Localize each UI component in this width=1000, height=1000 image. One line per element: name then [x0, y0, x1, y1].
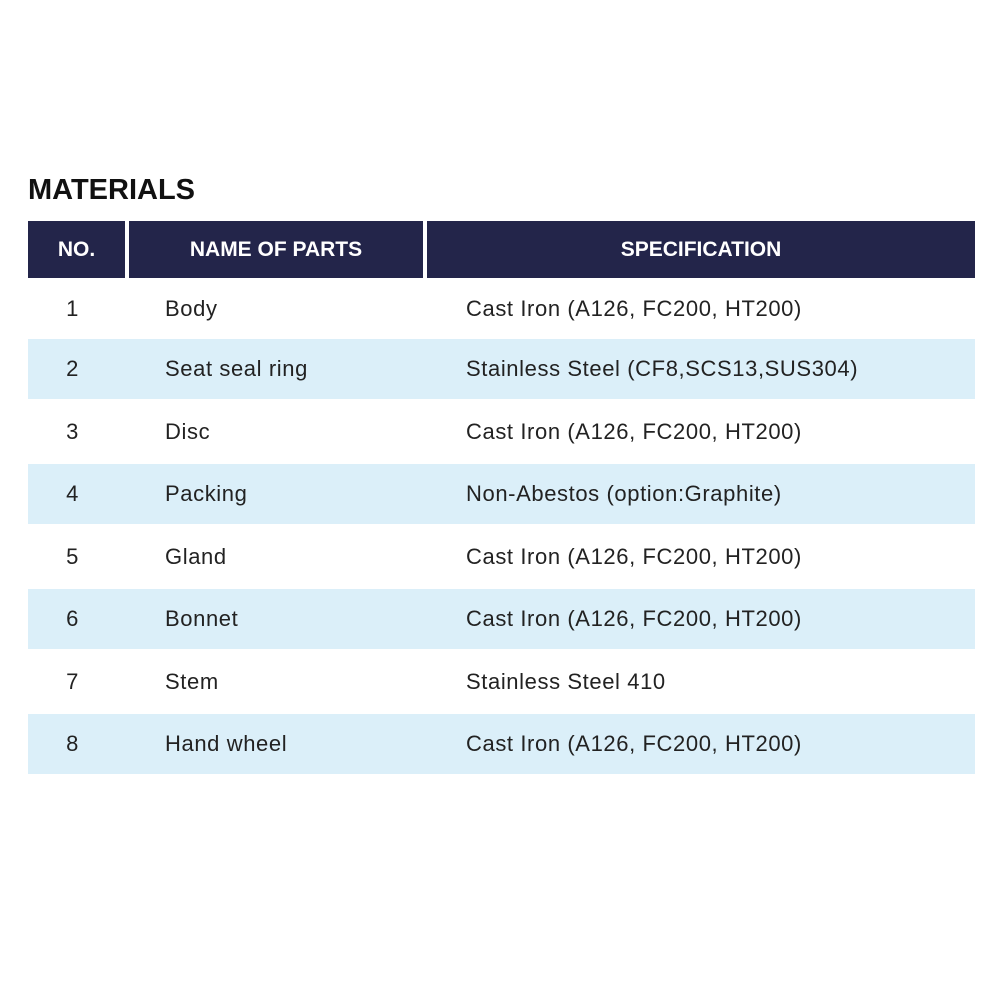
row-number: 2 [66, 356, 79, 381]
row-number: 1 [66, 295, 79, 321]
part-specification: Non-Abestos (option:Graphite) [466, 481, 782, 506]
header-name-of-parts: NAME OF PARTS [129, 221, 423, 278]
table-row [28, 524, 975, 589]
materials-table [28, 221, 975, 774]
part-name: Hand wheel [165, 731, 288, 756]
part-name: Body [165, 295, 218, 321]
table-row [28, 339, 975, 399]
row-number: 4 [66, 481, 79, 506]
part-specification: Stainless Steel (CF8,SCS13,SUS304) [466, 356, 859, 381]
part-specification: Cast Iron (A126, FC200, HT200) [466, 731, 802, 756]
section-title: MATERIALS [28, 174, 196, 206]
part-specification: Cast Iron (A126, FC200, HT200) [466, 543, 802, 569]
row-number: 3 [66, 418, 79, 444]
table-row [28, 589, 975, 649]
row-number: 8 [66, 731, 79, 756]
part-name: Bonnet [165, 606, 239, 631]
part-name: Disc [165, 418, 211, 444]
table-row [28, 464, 975, 524]
table-row [28, 649, 975, 714]
header-specification: SPECIFICATION [427, 221, 975, 278]
part-specification: Cast Iron (A126, FC200, HT200) [466, 418, 802, 444]
part-name: Packing [165, 481, 248, 506]
part-specification: Cast Iron (A126, FC200, HT200) [466, 606, 802, 631]
table-row [28, 278, 975, 339]
header-no: NO. [28, 221, 125, 278]
part-name: Gland [165, 543, 227, 569]
table-header [28, 221, 975, 278]
part-name: Stem [165, 668, 219, 694]
part-specification: Cast Iron (A126, FC200, HT200) [466, 295, 802, 321]
row-number: 6 [66, 606, 79, 631]
part-specification: Stainless Steel 410 [466, 668, 666, 694]
table-row [28, 714, 975, 774]
table-row [28, 399, 975, 464]
row-number: 5 [66, 543, 79, 569]
row-number: 7 [66, 668, 79, 694]
part-name: Seat seal ring [165, 356, 308, 381]
